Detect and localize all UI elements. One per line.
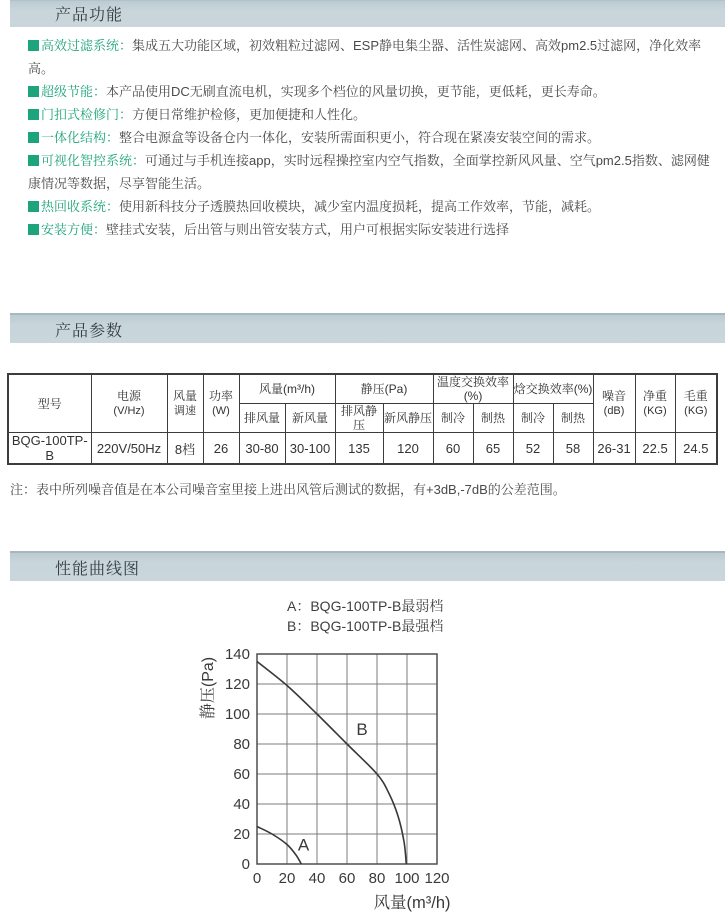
section-header-curve [10,551,725,581]
table-subheader-cell: 新风静压 [383,404,433,433]
table-cell: 65 [473,433,513,465]
y-tick-label: 80 [233,736,250,753]
table-header-cell: 型号 [8,374,91,433]
table-cell: 58 [553,433,593,465]
table-cell: 52 [513,433,553,465]
table-header-cell: 风量 调速 [167,374,203,433]
table-cell: 26-31 [593,433,635,465]
table-subheader-cell: 排风量 [239,404,285,433]
table-cell: 24.5 [675,433,717,465]
curve-label-B: B [356,720,368,739]
table-header-cell: 温度交换效率(%) [433,374,513,404]
x-tick-label: 120 [424,870,450,887]
feature-item [28,103,721,126]
table-note: 注：表中所列噪音值是在本公司噪音室里接上进出风管后测试的数据，有+3dB,-7dB的公差范围。 [10,482,566,497]
x-axis-label: 风量(m³/h) [373,894,451,912]
feature-text: 集成五大功能区域，初效粗粒过滤网、ESP静电集尘器、活性炭滤网、高效pm2.5过滤网，净化效率高。 [28,38,702,76]
section-title-curve: 性能曲线图 [55,560,141,578]
feature-label: 超级节能： [41,84,107,99]
feature-label: 可视化智控系统： [41,153,146,168]
feature-item [28,195,721,218]
feature-label: 热回收系统： [41,199,120,214]
feature-text: 可通过与手机连接app，实时远程操控室内空气指数，全面掌控新风风量、空气pm2.5指数、滤网健康情况等数据，尽享智能生活。 [28,153,710,191]
section-title-params: 产品参数 [55,322,124,340]
feature-label: 一体化结构： [41,130,120,145]
table-header-cell: 净重 (KG) [635,374,675,433]
bullet-square-icon [28,109,39,120]
table-header-cell: 毛重 (KG) [675,374,717,433]
feature-text: 壁挂式安装，后出管与则出管安装方式，用户可根据实际安装进行选择 [106,222,510,237]
feature-text: 整合电源盒等设备仓内一体化，安装所需面积更小，符合现在紧凑安装空间的需求。 [119,130,601,145]
y-tick-label: 0 [241,856,250,873]
performance-curve-svg [197,642,467,914]
feature-text: 方便日常维护检修，更加便捷和人性化。 [132,107,367,122]
y-tick-label: 20 [233,826,250,843]
feature-item [28,126,721,149]
chart-legend [287,596,725,636]
bullet-square-icon [28,86,39,97]
table-header-cell: 风量(m³/h) [239,374,335,404]
x-tick-label: 60 [338,870,356,887]
table-header-cell: 焓交换效率(%) [513,374,593,404]
x-tick-label: 100 [394,870,420,887]
x-tick-label: 0 [252,870,262,887]
bullet-square-icon [28,40,39,51]
y-tick-label: 100 [224,706,250,723]
x-tick-label: 20 [278,870,296,887]
spec-table [7,373,718,465]
y-tick-label: 40 [233,796,250,813]
table-cell: 120 [383,433,433,465]
curve-label-A: A [297,835,310,855]
feature-label: 高效过滤系统： [41,38,133,53]
y-tick-label: 120 [224,676,250,693]
table-row [8,433,717,465]
section-header-params [10,313,725,343]
table-cell: BQG-100TP-B [8,433,91,465]
table-header-cell: 静压(Pa) [335,374,433,404]
table-cell: 30-80 [239,433,285,465]
section-header-features [10,0,725,27]
table-subheader-cell: 制冷 [433,404,473,433]
feature-list [0,34,725,241]
table-cell: 8档 [167,433,203,465]
bullet-square-icon [28,201,39,212]
bullet-square-icon [28,155,39,166]
table-header-cell: 电源 (V/Hz) [91,374,167,433]
feature-item [28,34,721,80]
feature-item [28,218,721,241]
performance-chart [197,642,725,919]
table-header-cell: 噪音 (dB) [593,374,635,433]
table-subheader-cell: 新风量 [285,404,335,433]
bullet-square-icon [28,132,39,143]
table-header-cell: 功率 (W) [203,374,239,433]
feature-item [28,149,721,195]
bullet-square-icon [28,224,39,235]
legend-item: A：BQG-100TP-B最弱档 [287,598,444,614]
table-cell: 30-100 [285,433,335,465]
feature-text: 使用新科技分子透膜热回收模块，减少室内温度损耗，提高工作效率，节能，减耗。 [119,199,601,214]
table-cell: 135 [335,433,383,465]
x-tick-label: 80 [368,870,386,887]
table-subheader-cell: 制热 [473,404,513,433]
curve-A [257,827,301,865]
y-axis-label: 静压(Pa) [200,656,217,720]
table-subheader-cell: 制冷 [513,404,553,433]
table-cell: 26 [203,433,239,465]
x-tick-label: 40 [308,870,326,887]
y-tick-label: 140 [224,646,250,663]
table-cell: 22.5 [635,433,675,465]
feature-label: 安装方便： [41,222,107,237]
table-subheader-cell: 制热 [553,404,593,433]
legend-item: B：BQG-100TP-B最强档 [287,618,444,634]
feature-label: 门扣式检修门： [41,107,133,122]
table-cell: 220V/50Hz [91,433,167,465]
table-subheader-cell: 排风静压 [335,404,383,433]
y-tick-label: 60 [233,766,250,783]
feature-text: 本产品使用DC无刷直流电机，实现多个档位的风量切换，更节能，更低耗，更长寿命。 [106,84,606,99]
table-cell: 60 [433,433,473,465]
section-title-features: 产品功能 [55,7,124,24]
feature-item [28,80,721,103]
